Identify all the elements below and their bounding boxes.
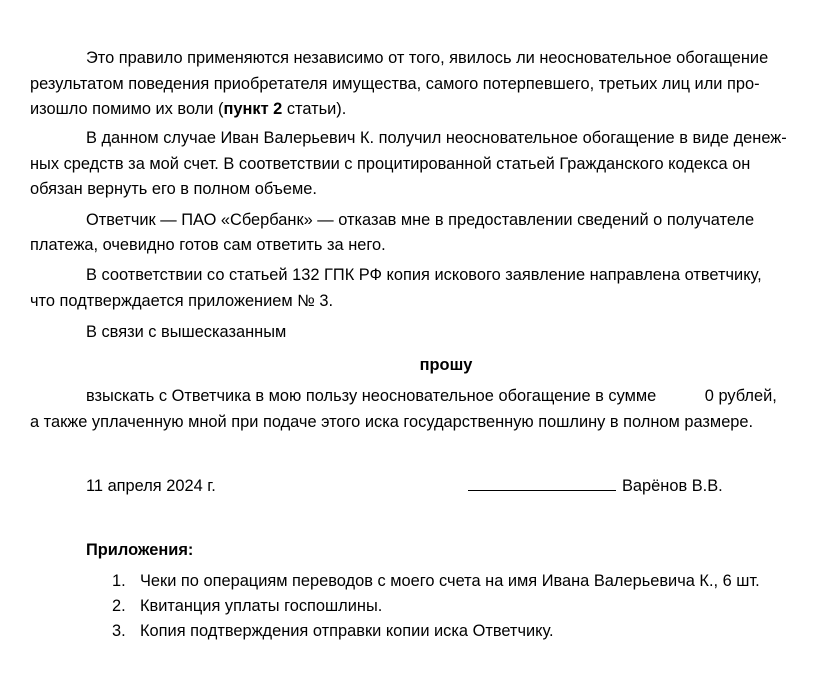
paragraph-5: В связи с вышесказанным [86, 323, 287, 341]
paragraph-6-line-2: а также уплаченную мной при подаче этого иска государственную пошлину в полном размере. [30, 413, 754, 431]
paragraph-2-line-2: ных средств за мой счет. В соответствии с процитированной статьей Гражданского кодекса он [30, 155, 751, 173]
paragraph-1-line-1: Это правило применяются независимо от того, явилось ли неосновательное обогащение [86, 49, 769, 67]
request-heading: прошу [419, 356, 473, 374]
signatory-name: Варёнов В.В. [622, 477, 723, 495]
list-item-number: 1. [112, 572, 126, 590]
paragraph-2-line-3: обязан вернуть его в полном объеме. [30, 180, 317, 198]
article-point-reference: пункт 2 [223, 100, 283, 118]
list-item: Копия подтверждения отправки копии иска Ответчику. [140, 622, 554, 640]
paragraph-1-line-3 [30, 97, 346, 121]
signature-date: 11 апреля 2024 г. [86, 477, 216, 495]
list-item: Чеки по операциям переводов с моего счета на имя Ивана Валерьевича К., 6 шт. [140, 572, 760, 590]
redacted-amount [661, 388, 705, 406]
paragraph-6-line-1 [86, 384, 777, 408]
signature-line [468, 475, 616, 491]
paragraph-3-line-1: Ответчик — ПАО «Сбербанк» — отказав мне в предоставлении сведений о получателе [86, 211, 755, 229]
paragraph-1-line-3-end: статьи). [282, 100, 347, 118]
paragraph-2-line-1: В данном случае Иван Валерьевич К. получил неосновательное обогащение в виде денеж- [86, 129, 787, 147]
signature-block [468, 474, 723, 498]
attachments-heading: Приложения: [86, 541, 194, 559]
paragraph-1-line-3-start: изошло помимо их воли ( [30, 100, 224, 118]
paragraph-4-line-2: что подтверждается приложением № 3. [30, 292, 334, 310]
paragraph-4-line-1: В соответствии со статьей 132 ГПК РФ копия искового заявление направлена ответчику, [86, 266, 762, 284]
paragraph-1-line-2: результатом поведения приобретателя имущества, самого потерпевшего, третьих лиц или про- [30, 75, 760, 93]
claim-amount-end: 0 рублей, [704, 387, 777, 405]
claim-text: взыскать с Ответчика в мою пользу неосновательное обогащение в сумме [86, 387, 661, 405]
list-item-number: 2. [112, 597, 126, 615]
list-item-number: 3. [112, 622, 126, 640]
paragraph-3-line-2: платежа, очевидно готов сам ответить за него. [30, 236, 386, 254]
list-item: Квитанция уплаты госпошлины. [140, 597, 383, 615]
